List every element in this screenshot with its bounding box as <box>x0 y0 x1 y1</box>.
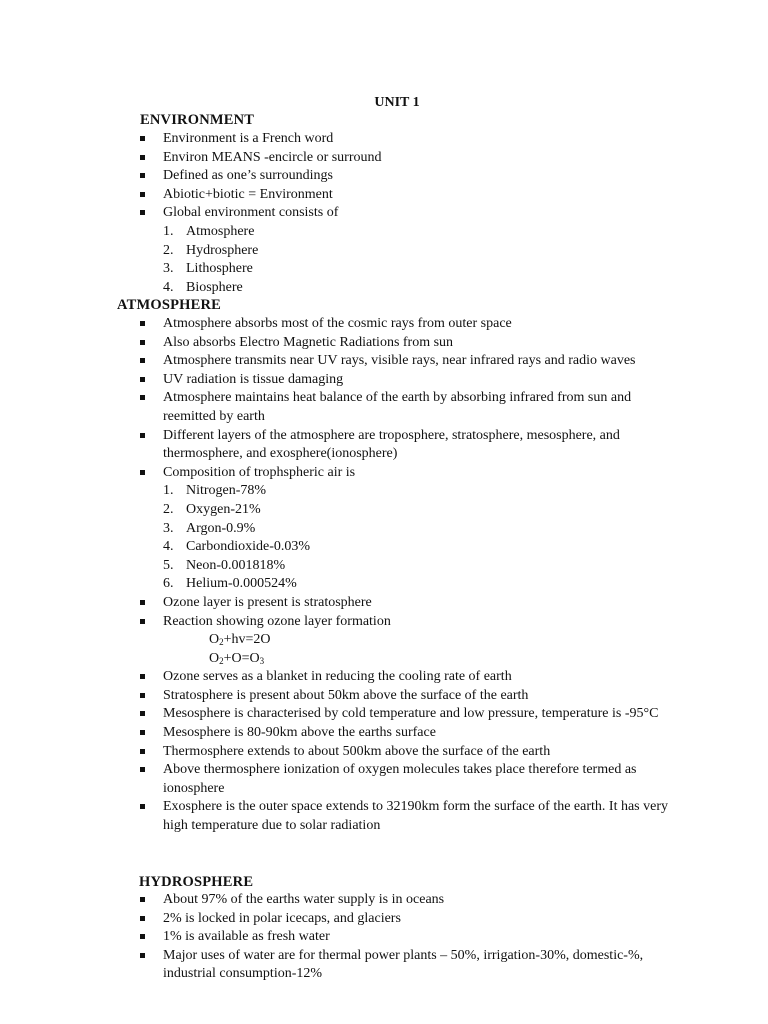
environment-section <box>0 130 768 297</box>
bullet-icon <box>140 711 145 716</box>
bullet-icon <box>140 192 145 197</box>
formula-line: $O_2+O=O_3$ <box>209 650 265 666</box>
list-item: Composition of trophspheric air is <box>0 464 768 483</box>
bullet-icon <box>140 767 145 772</box>
bullet-icon <box>140 953 145 958</box>
bullet-icon <box>140 934 145 939</box>
bullet-icon <box>140 916 145 921</box>
list-item: Above thermosphere ionization of oxygen molecules takes place therefore termed as ionosphere <box>0 761 768 798</box>
bullet-icon <box>140 749 145 754</box>
list-item: Thermosphere extends to about 500km above the surface of the earth <box>0 743 768 762</box>
bullet-icon <box>140 377 145 382</box>
list-item: Mesosphere is 80-90km above the earths surface <box>0 724 768 743</box>
list-item: Abiotic+biotic = Environment <box>0 186 768 205</box>
list-item: Global environment consists of <box>0 204 768 223</box>
bullet-icon <box>140 693 145 698</box>
bullet-icon <box>140 674 145 679</box>
list-item: Atmosphere absorbs most of the cosmic rays from outer space <box>0 315 768 334</box>
list-item: Environment is a French word <box>0 130 768 149</box>
list-item: Stratosphere is present about 50km above the surface of the earth <box>0 687 768 706</box>
numbered-item: 1. Atmosphere <box>163 223 255 239</box>
numbered-item: 3. Argon-0.9% <box>163 520 256 536</box>
section-heading-atmosphere: ATMOSPHERE <box>117 297 222 313</box>
list-item: Ozone layer is present is stratosphere <box>0 594 768 613</box>
numbered-item: 2. Hydrosphere <box>163 242 259 258</box>
list-item: Different layers of the atmosphere are troposphere, stratosphere, mesosphere, and thermosphere, and exosphere(ionosphere) <box>0 427 768 464</box>
numbered-item: 1. Nitrogen-78% <box>163 483 267 499</box>
bullet-icon <box>140 395 145 400</box>
numbered-item: 4. Carbondioxide-0.03% <box>163 539 311 555</box>
list-item: Defined as one’s surroundings <box>0 167 768 186</box>
list-item: About 97% of the earths water supply is in oceans <box>0 891 768 910</box>
bullet-icon <box>140 210 145 215</box>
page-title: UNIT 1 <box>374 95 420 110</box>
bullet-icon <box>140 619 145 624</box>
numbered-item: 5. Neon-0.001818% <box>163 557 286 573</box>
bullet-icon <box>140 804 145 809</box>
bullet-icon <box>140 340 145 345</box>
list-item: Atmosphere maintains heat balance of the earth by absorbing infrared from sun and reemitted by earth <box>0 389 768 426</box>
list-item: Atmosphere transmits near UV rays, visible rays, near infrared rays and radio waves <box>0 352 768 371</box>
bullet-icon <box>140 155 145 160</box>
bullet-icon <box>140 730 145 735</box>
bullet-icon <box>140 433 145 438</box>
bullet-icon <box>140 600 145 605</box>
bullet-icon <box>140 173 145 178</box>
list-item: Exosphere is the outer space extends to 32190km form the surface of the earth. It has very high temperature due to solar radiation <box>0 798 768 835</box>
bullet-icon <box>140 358 145 363</box>
section-heading-environment: ENVIRONMENT <box>140 112 255 128</box>
numbered-item: 2. Oxygen-21% <box>163 501 261 517</box>
list-item: Mesosphere is characterised by cold temperature and low pressure, temperature is -95°C <box>0 705 768 724</box>
list-item: Also absorbs Electro Magnetic Radiations from sun <box>0 334 768 353</box>
list-item: Reaction showing ozone layer formation <box>0 613 768 632</box>
list-item: 2% is locked in polar icecaps, and glaciers <box>0 910 768 929</box>
list-item: Ozone serves as a blanket in reducing the cooling rate of earth <box>0 668 768 687</box>
list-item: 1% is available as fresh water <box>0 928 768 947</box>
list-item: UV radiation is tissue damaging <box>0 371 768 390</box>
section-heading-hydrosphere: HYDROSPHERE <box>139 874 254 890</box>
hydrosphere-section <box>0 891 768 984</box>
atmosphere-section <box>0 315 768 836</box>
numbered-item: 6. Helium-0.000524% <box>163 576 297 592</box>
bullet-icon <box>140 136 145 141</box>
bullet-icon <box>140 470 145 475</box>
numbered-item: 3. Lithosphere <box>163 261 253 277</box>
numbered-item: 4. Biosphere <box>163 279 243 295</box>
formula-line: $O_2+hv=2O$ <box>209 632 271 648</box>
list-item: Environ MEANS -encircle or surround <box>0 149 768 168</box>
list-item: Major uses of water are for thermal power plants – 50%, irrigation-30%, domestic-%, industrial consumption-12% <box>0 947 768 984</box>
bullet-icon <box>140 897 145 902</box>
bullet-icon <box>140 321 145 326</box>
